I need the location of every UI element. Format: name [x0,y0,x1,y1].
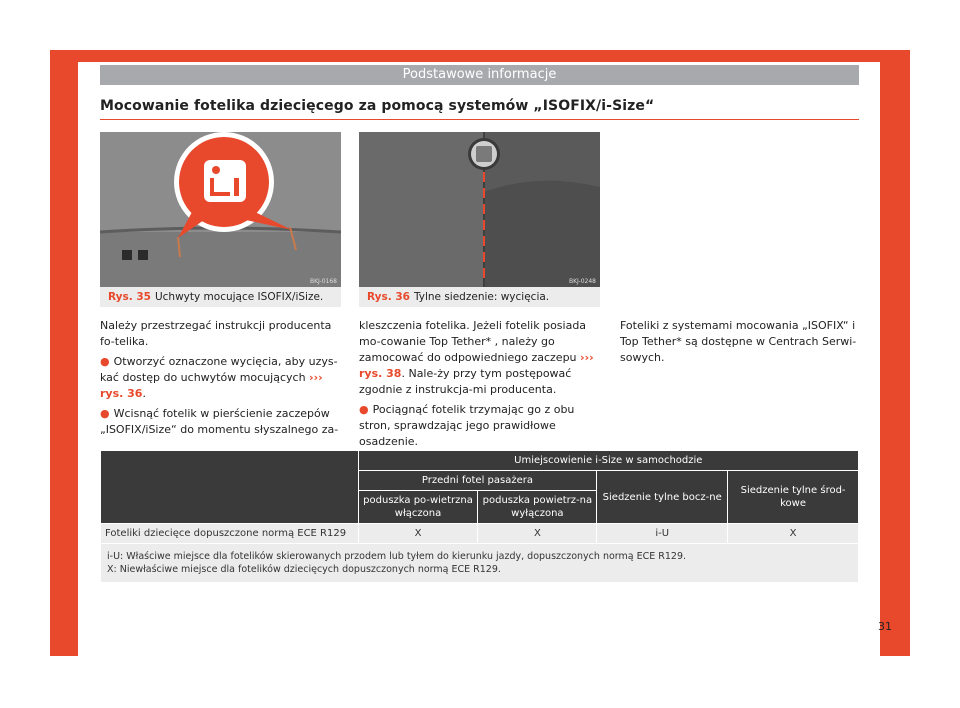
paragraph: Należy przestrzegać instrukcji producenta fo-telika. [100,319,332,348]
figure-isofix-anchors [100,132,341,287]
bullet-item [359,402,604,450]
chapter-header: Podstawowe informacje [100,65,859,85]
bullet-text: Otworzyć oznaczone wycięcia, aby uzys-kać dostęp do uchwytów mocujących [100,355,338,384]
table-header-rear-side: Siedzenie tylne bocz-ne [597,471,728,524]
table-corner-cell [101,451,359,524]
table-header-front-seat: Przedni fotel pasażera [358,471,597,491]
bullet-icon: ● [100,355,110,368]
figure-reference-link[interactable]: ››› rys. 36 [100,371,323,400]
bullet-text-end: . [142,387,146,400]
bullet-icon: ● [100,407,110,420]
figure-caption [100,287,341,307]
figure-number: Rys. 36 [367,291,410,303]
footnote-x: X: Niewłaściwe miejsce dla fotelików dziecięcych dopuszczonych normą ECE R129. [107,564,501,575]
table-header-airbag-off: poduszka powietrz-na wyłączona [478,491,597,524]
title-divider [100,119,859,120]
bullet-item [100,354,345,402]
paragraph [359,318,604,398]
figure-caption-text: Tylne siedzenie: wycięcia. [413,291,550,303]
paragraph: Foteliki z systemami mocowania „ISOFIX“ i Top Tether* są dostępne w Centrach Serwi-sowych. [620,319,857,364]
bullet-text: Wcisnąć fotelik w pierścienie zaczepów „ISOFIX/iSize“ do momentu słyszalnego za- [100,407,339,436]
table-cell: X [478,524,597,544]
bullet-item [100,406,345,438]
table-footnote-row [101,544,859,583]
table-cell: i-U [597,524,728,544]
table-cell: X [728,524,859,544]
bullet-text: Pociągnąć fotelik trzymając go z obu stron, sprawdzając jego prawidłowe osadzenie. [359,403,575,448]
text-column-1 [100,318,345,442]
table-cell: X [358,524,478,544]
section-title: Mocowanie fotelika dziecięcego za pomocą systemów „ISOFIX/i-Size“ [100,98,655,114]
paragraph-text: kleszczenia fotelika. Jeżeli fotelik posiada mo-cowanie Top Tether* , należy go zamocować do odpowiedniego zaczepu [359,319,587,364]
figure-rear-seat-cutouts [359,132,600,287]
isize-table [100,450,859,583]
paragraph-text-end: . Nale-ży przy tym postępować zgodnie z instrukcja-mi producenta. [359,367,572,396]
figure-caption-text: Uchwyty mocujące ISOFIX/iSize. [154,291,324,303]
table-main-header: Umiejscowienie i-Size w samochodzie [358,451,858,471]
table-header-rear-center: Siedzenie tylne środ-kowe [728,471,859,524]
table-footnote [101,544,859,583]
figure-code: BKJ-0168 [309,278,337,285]
footnote-iu: i-U: Właściwe miejsce dla fotelików skierowanych przodem lub tyłem do kierunku jazdy, dopuszczonych normą ECE R129. [107,551,687,562]
table-row-label: Foteliki dziecięce dopuszczone normą ECE R129 [101,524,359,544]
figure-number: Rys. 35 [108,291,151,303]
figure-code: BKJ-0248 [568,278,596,285]
table-header-airbag-on: poduszka po-wietrzna włączona [358,491,478,524]
table-row [101,524,859,544]
page-number: 31 [878,620,892,633]
text-column-3 [620,318,865,370]
figure-caption [359,287,600,307]
bullet-icon: ● [359,403,369,416]
text-column-2 [359,318,604,454]
figure-reference-link[interactable]: ››› rys. 38 [359,351,594,380]
